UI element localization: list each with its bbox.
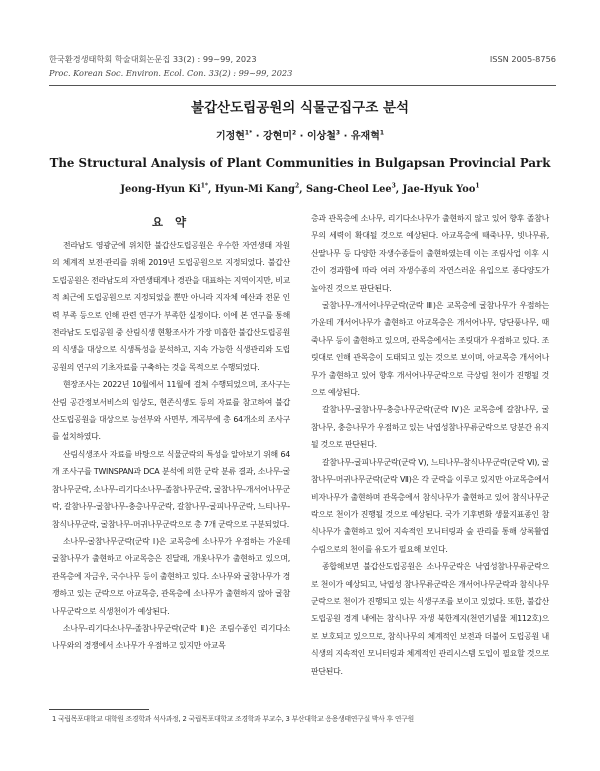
left-column: [52, 210, 290, 655]
paragraph: 갈참나무-굴참나무-충층나무군락(군락 Ⅳ)은 교목층에 갈참나무, 굴참나무, 충층나무가 우점하고 있는 낙엽성참나무류군락으로 당분간 유지될 것으로 판단된다.: [311, 405, 549, 450]
author-ko-name: 강현미: [263, 131, 292, 142]
author-en-affiliation-mark: 1: [475, 182, 480, 190]
right-column: [311, 210, 549, 680]
left-column-body: [52, 237, 290, 655]
authors-korean: 기정현$^{1*}$ · 강현미$^2$ · 이상철$^3$ · 유재혁$^1$: [215, 129, 385, 142]
authors-english: Jeong-Hyun $Ki^{1*}$, Hyun-Mi Kang$^2$, Sang-Cheol Lee$^3$, Jae-Hyuk Yoo$^1$: [120, 182, 480, 195]
running-header: [49, 52, 556, 80]
paragraph: 전라남도 영광군에 위치한 불갑산도립공원은 우수한 자연생태 자원의 체계적 보전·관리를 위해 2019년 도립공원으로 지정되었다. 불갑산도립공원은 전라남도의 자연생태계나 경관을 대표하는 지역이지만, 비교적 최근에 도립공원으로 지정되었을 뿐만 아니라 지자체 예산과 전문 인력 부족 등으로 인해 관련 연구가 부족한 실정이다. 이에 본 연구를 통해 전라남도 도립공원 중 산림식생 현황조사가 가장 미흡한 불갑산도립공원의 식생을 대상으로 식생특성을 분석하고, 지속 가능한 식생관리와 도립공원의 연구의 기초자료를 구축하는 것을 목적으로 수행되었다.: [52, 241, 290, 372]
author-ko-name: 이상철: [306, 131, 336, 142]
title-korean: 불갑산도립공원의 식물군집구조 분석: [190, 100, 410, 116]
author-en-name: Jae-Hyuk Yoo: [402, 184, 476, 195]
author-ko-affiliation-mark: 2: [291, 129, 297, 137]
footnote-divider: [49, 709, 149, 710]
author-ko-name: 유재혁: [350, 131, 380, 142]
paragraph: 소나무-굴참나무군락(군락 Ⅰ)은 교목층에 소나무가 우점하는 가운데 굴참나무가 출현하고 아교목층은 진달래, 개옻나무가 출현하고 있으며, 관목층에 자금우, 국수나무 등이 출현하고 있다. 소나무와 굴참나무가 경쟁하고 있는 군락으로 아교목층, 관목층에 소나무가 출현하지 않아 굴참나무군락으로 식생천이가 예상된다.: [52, 536, 290, 616]
author-en-name: Sang-Cheol Lee: [305, 184, 392, 195]
issn: ISSN 2005-8756: [489, 54, 556, 64]
abstract-heading: 요 약: [151, 215, 191, 229]
journal-ko: 한국환경생태학회 학술대회논문집 33(2) : 99~99, 2023: [49, 54, 257, 64]
author-en-affiliation-mark: 2: [294, 182, 300, 190]
author-ko-affiliation-mark: 1*: [244, 129, 253, 137]
journal-en: Proc. Korean Soc. Environ. Ecol. Con. 33(2) : 99~99, 2023: [49, 68, 293, 78]
right-column-body: [311, 210, 549, 680]
title-english: The Structural Analysis of Plant Communities in Bulgapsan Provincial Park: [49, 156, 551, 170]
paragraph: 층과 관목층에 소나무, 리기다소나무가 출현하지 않고 있어 향후 졸참나무의 세력이 확대될 것으로 예상된다. 아교목층에 때죽나무, 빗나무류, 산딸나무 등 다양한 자생수종들이 출현하였는데 이는 조림사업 이후 시간이 경과함에 따라 여러 자생수종의 자연스러운 유입으로 종다양도가 높아진 것으로 판단된다.: [311, 214, 549, 293]
paragraph: 소나무-리기다소나무-졸참나무군락(군락 Ⅱ)은 조림수종인 리기다소나무와의 경쟁에서 소나무가 우점하고 있지만 아교목: [52, 623, 290, 651]
paragraph: 갈참나무-굴피나무군락(군락 Ⅴ), 느티나무-참식나무군락(군락 Ⅵ), 굴참나무-머귀나무군락(군락 Ⅶ)은 각 군락을 이루고 있지만 아교목층에서 비자나무가 출현하며 관목층에서 참식나무가 출현하고 있어 참식나무군락으로 천이가 진행될 것으로 예상된다. 국가 기후변화 생물지표종인 참식나무가 출현하고 있어 지속적인 모니터링과 숲 관리를 통해 상록활엽수림으로의 천이를 유도가 필요해 보인다.: [311, 457, 549, 554]
author-ko-name: 기정현: [215, 131, 245, 142]
paragraph: 산림식생조사 자료를 바탕으로 식물군락의 특성을 알아보기 위해 64개 조사구를 TWINSPAN과 DCA 분석에 의한 군락 분류 결과, 소나무-굴참나무군락, 소나무-리기다소나무-졸참나무군락, 굴참나무-개서어나무군락, 갈참나무-굴참나무-충층나무군락, 갈참나무-굴피나무군락, 느티나무-참식나무군락, 굴참나무-머귀나무군락으로 총 7개 군락으로 구분되었다.: [52, 449, 290, 529]
author-en-name: Hyun-Mi Kang: [214, 184, 295, 195]
author-ko-affiliation-mark: 1: [379, 129, 385, 137]
affiliation-footnote: 1 국립목포대학교 대학원 조경학과 석사과정, 2 국립목포대학교 조경학과 부교수, 3 부산대학교 응용생태연구실 박사 후 연구원: [52, 715, 415, 723]
author-ko-affiliation-mark: 3: [335, 129, 341, 137]
author-en-name: Jeong-Hyun Ki: [120, 184, 201, 195]
author-en-affiliation-mark: 1*: [200, 182, 209, 190]
paragraph: 굴참나무-개서어나무군락(군락 Ⅲ)은 교목층에 굴참나무가 우점하는 가운데 개서어나무가 출현하고 아교목층은 개서어나무, 당단풍나무, 때죽나무 등이 출현하고 있으며, 관목층에서는 조릿대가 우점하고 있다. 조릿대로 인해 관목층이 도태되고 있는 것으로 보이며, 아교목층 개서어나무가 출현하고 있어 향후 개서어나무군락으로 극상림 천이가 진행될 것으로 예상된다.: [311, 301, 549, 398]
author-en-affiliation-mark: 3: [391, 182, 396, 190]
header-divider: [49, 85, 556, 86]
paragraph: 현장조사는 2022년 10월에서 11월에 걸쳐 수행되었으며, 조사구는 산림 공간정보서비스의 임상도, 현존식생도 등의 자료를 참고하여 불갑산도립공원을 대상으로 능선부와 사면부, 계곡부에 총 64개소의 조사구를 설치하였다.: [52, 380, 290, 442]
paragraph: 종합해보면 불갑산도립공원은 소나무군락은 낙엽성참나무류군락으로 천이가 예상되고, 낙엽성 참나무류군락은 개서어나무군락과 참식나무군락으로 천이가 진행되고 있는 식생구조를 보이고 있었다. 또한, 불갑산도립공원 경계 내에는 참식나무 자생 북한계지(천연기념물 제112호)으로 보호되고 있으므로, 참식나무의 체계적인 보전과 더불어 도립공원 내 식생의 지속적인 모니터링과 체계적인 관리시스템 도입이 필요할 것으로 판단된다.: [311, 562, 549, 676]
